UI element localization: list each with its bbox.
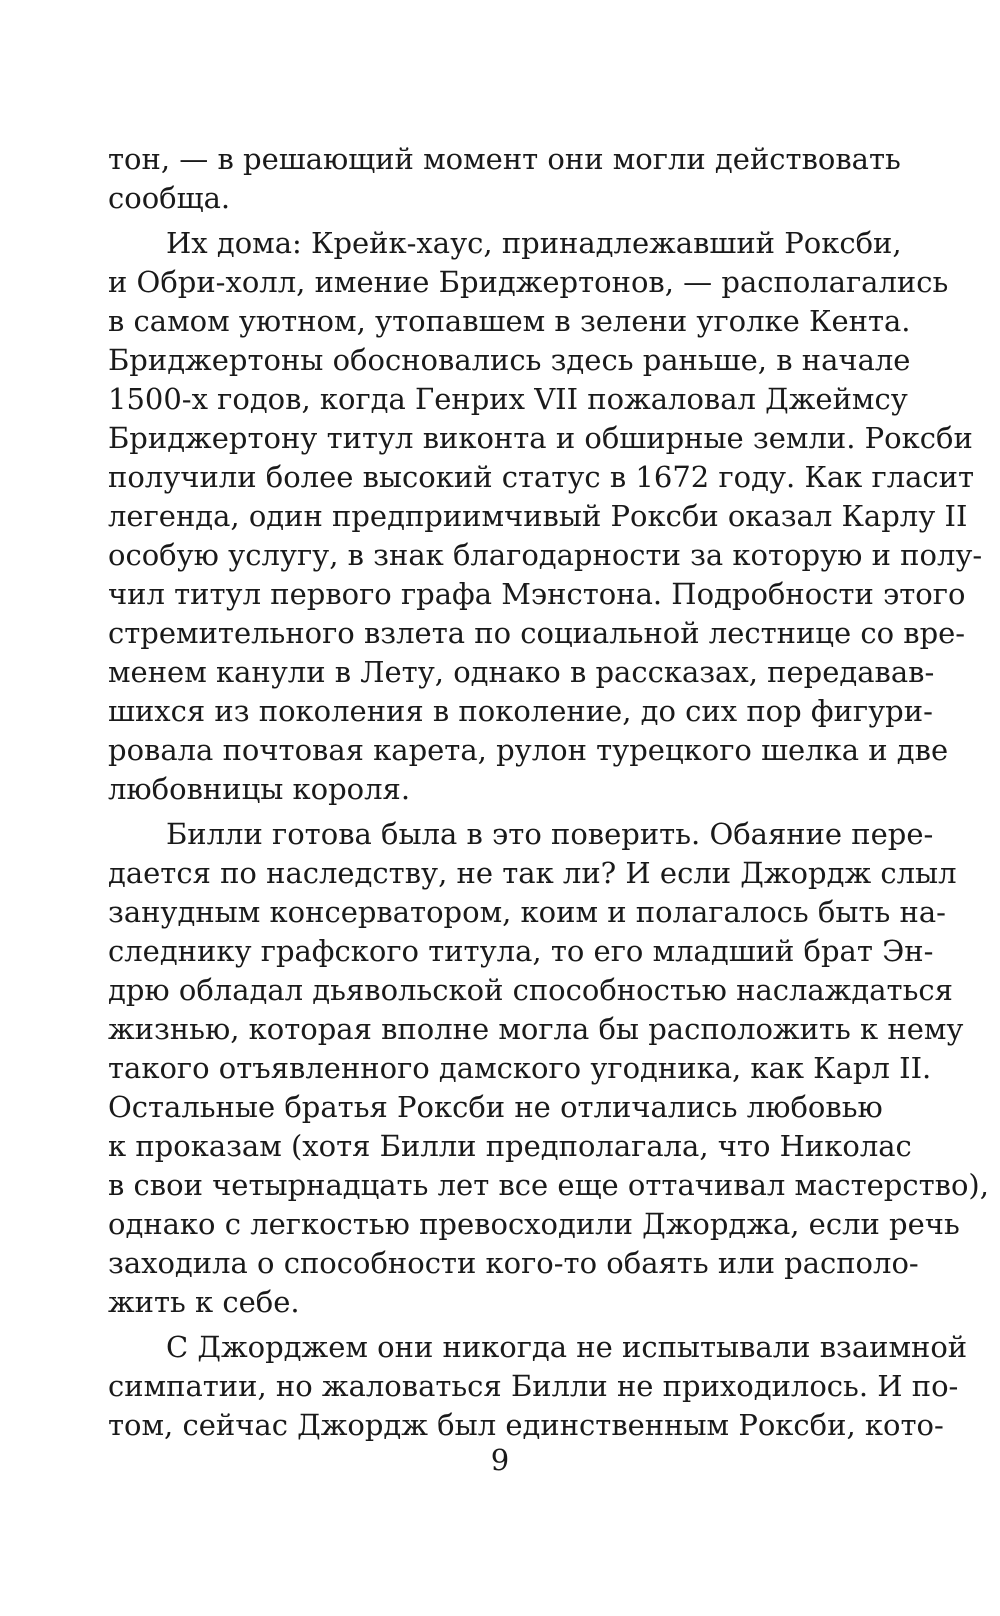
page-body: [108, 140, 989, 1445]
text-line: Бриджертону титул виконта и обширные земли. Роксби: [108, 421, 973, 455]
paragraph: [108, 815, 989, 1322]
text-line: Их дома: Крейк-хаус, принадлежавший Роксби,: [166, 226, 902, 260]
page-number: 9: [490, 1443, 510, 1477]
text-line: шихся из поколения в поколение, до сих пор фигури-: [108, 694, 933, 728]
text-line: легенда, один предприимчивый Роксби оказал Карлу II: [108, 499, 968, 533]
text-line: получили более высокий статус в 1672 году. Как гласит: [108, 460, 975, 494]
text-line: чил титул первого графа Мэнстона. Подробности этого: [108, 577, 966, 611]
text-line: к проказам (хотя Билли предполагала, что Николас: [108, 1129, 912, 1163]
text-line: такого отъявленного дамского угодника, как Карл II.: [108, 1051, 932, 1085]
text-line: сообща.: [108, 181, 231, 215]
text-line: любовницы короля.: [108, 772, 411, 806]
text-line: заходила о способности кого-то обаять или располо-: [108, 1246, 919, 1280]
text-line: С Джорджем они никогда не испытывали взаимной: [166, 1330, 968, 1364]
text-line: симпатии, но жаловаться Билли не приходилось. И по-: [108, 1369, 959, 1403]
paragraph: [108, 224, 983, 809]
text-line: особую услугу, в знак благодарности за которую и полу-: [108, 538, 983, 572]
text-line: жить к себе.: [108, 1285, 300, 1319]
text-line: следнику графского титула, то его младший брат Эн-: [108, 934, 934, 968]
text-line: ровала почтовая карета, рулон турецкого шелка и две: [108, 733, 949, 767]
text-line: 1500-х годов, когда Генрих VII пожаловал Джеймсу: [108, 382, 908, 416]
paragraph: [108, 1328, 968, 1445]
text-line: стремительного взлета по социальной лестнице со вре-: [108, 616, 966, 650]
text-line: Остальные братья Роксби не отличались любовью: [108, 1090, 883, 1124]
text-line: дается по наследству, не так ли? И если Джордж слыл: [108, 856, 957, 890]
text-line: том, сейчас Джордж был единственным Роксби, кото-: [108, 1408, 944, 1442]
text-line: дрю обладал дьявольской способностью наслаждаться: [108, 973, 953, 1007]
text-line: в свои четырнадцать лет все еще оттачивал мастерство),: [108, 1168, 989, 1202]
paragraph: [108, 140, 901, 218]
text-line: жизнью, которая вполне могла бы расположить к нему: [108, 1012, 964, 1046]
text-line: однако с легкостью превосходили Джорджа, если речь: [108, 1207, 960, 1241]
text-line: менем канули в Лету, однако в рассказах, передавав-: [108, 655, 935, 689]
text-line: тон, — в решающий момент они могли действовать: [108, 142, 901, 176]
text-line: занудным консерватором, коим и полагалось быть на-: [108, 895, 946, 929]
text-line: в самом уютном, утопавшем в зелени уголке Кента.: [108, 304, 911, 338]
text-line: Билли готова была в это поверить. Обаяние пере-: [166, 817, 934, 851]
text-line: и Обри-холл, имение Бриджертонов, — располагались: [108, 265, 949, 299]
text-line: Бриджертоны обосновались здесь раньше, в начале: [108, 343, 911, 377]
